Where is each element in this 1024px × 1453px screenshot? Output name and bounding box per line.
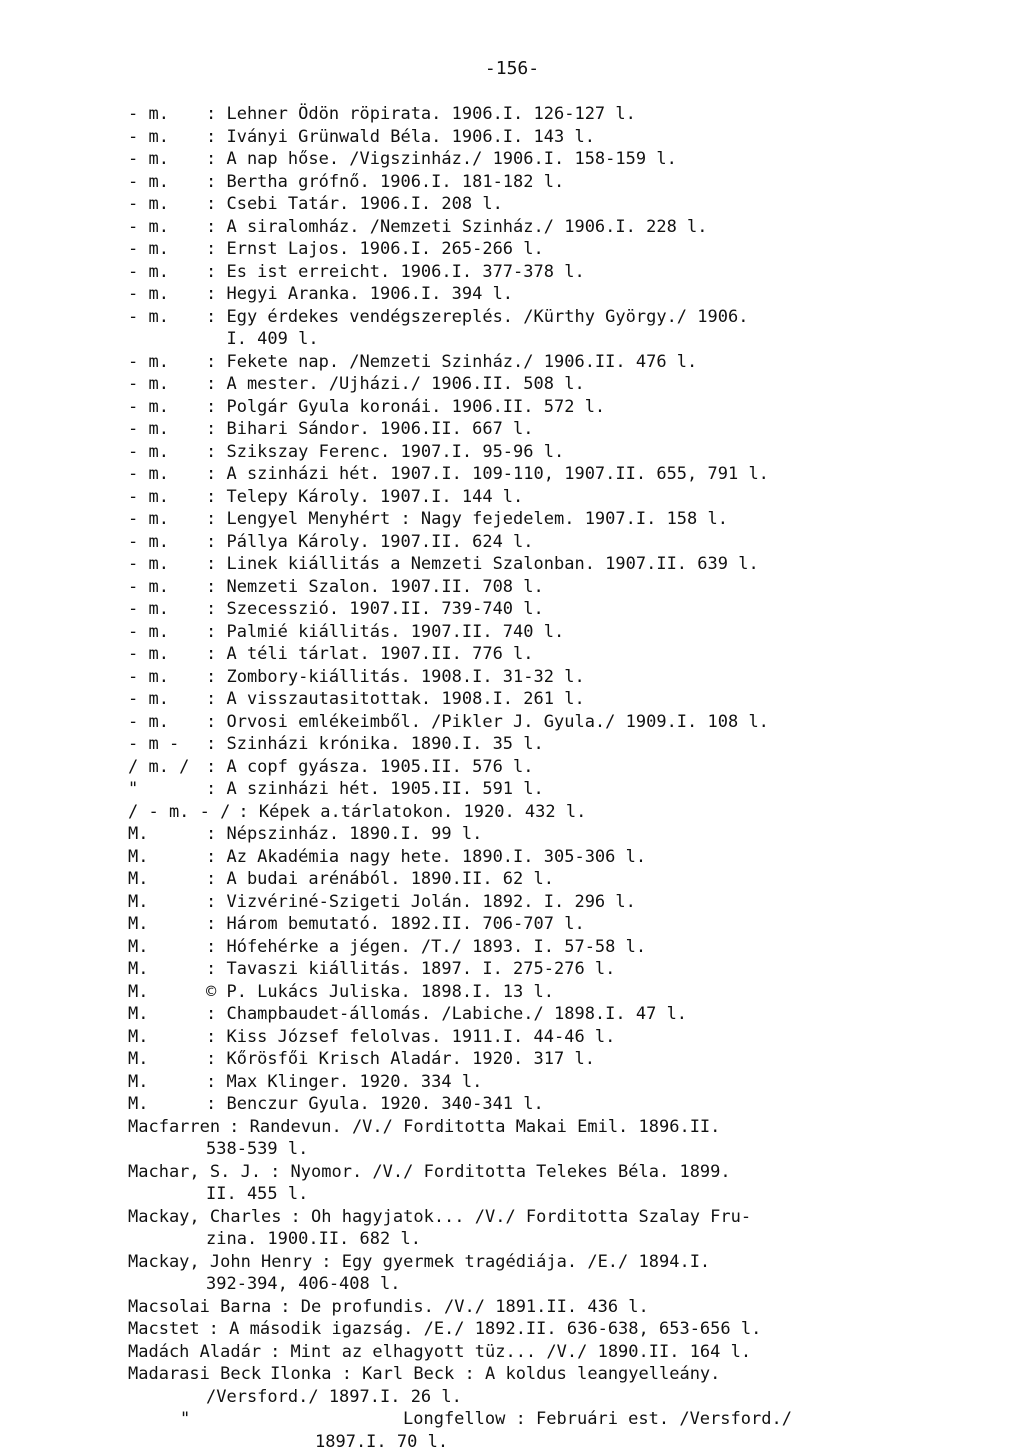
entry-text: : Népszinház. 1890.I. 99 l.: [206, 823, 482, 846]
entry-prefix: - m.: [128, 396, 206, 419]
list-item: [128, 1048, 988, 1071]
entry-text: : Egy érdekes vendégszereplés. /Kürthy György./ 1906.: [206, 306, 748, 329]
list-item: [128, 868, 988, 891]
page-number: -156-: [0, 58, 1024, 81]
list-item: [128, 351, 988, 374]
entry-prefix: M.: [128, 913, 206, 936]
list-item: [128, 958, 988, 981]
entry-text: : A második igazság. /E./ 1892.II. 636-638, 653-656 l.: [209, 1318, 762, 1341]
list-item: [128, 823, 988, 846]
entry-prefix: - m.: [128, 441, 206, 464]
list-item: [128, 531, 988, 554]
entry-text: : Oh hagyjatok... /V./ Forditotta Szalay Fru-: [291, 1206, 752, 1229]
author-entry: [128, 1318, 988, 1341]
list-item: [128, 801, 988, 824]
list-item: [128, 418, 988, 441]
entry-continuation: II. 455 l.: [128, 1183, 988, 1206]
author-entry: [128, 1116, 988, 1139]
list-item: [128, 891, 988, 914]
list-item: [128, 463, 988, 486]
list-item: [128, 306, 988, 329]
author-entry: [128, 1206, 988, 1229]
list-item: [128, 553, 988, 576]
entry-text: : Bihari Sándor. 1906.II. 667 l.: [206, 418, 534, 441]
entry-continuation: zina. 1900.II. 682 l.: [128, 1228, 988, 1251]
entry-text: : A copf gyásza. 1905.II. 576 l.: [206, 756, 534, 779]
entry-prefix: - m.: [128, 126, 206, 149]
entry-continuation: /Versford./ 1897.I. 26 l.: [128, 1386, 988, 1409]
entry-text: : Egy gyermek tragédiája. /E./ 1894.I.: [321, 1251, 710, 1274]
author-entry: [128, 1251, 988, 1274]
entry-text: : Vizvériné-Szigeti Jolán. 1892. I. 296 l.: [206, 891, 636, 914]
entry-text: : Ernst Lajos. 1906.I. 265-266 l.: [206, 238, 544, 261]
entry-prefix: M.: [128, 846, 206, 869]
list-item: [128, 171, 988, 194]
entry-prefix: - m.: [128, 576, 206, 599]
entry-prefix: M.: [128, 1071, 206, 1094]
list-item: [128, 441, 988, 464]
author-entry: [128, 1341, 988, 1364]
entry-text: : Max Klinger. 1920. 334 l.: [206, 1071, 482, 1094]
entry-text: : Benczur Gyula. 1920. 340-341 l.: [206, 1093, 544, 1116]
entry-text: : Csebi Tatár. 1906.I. 208 l.: [206, 193, 503, 216]
list-item: [128, 508, 988, 531]
entry-text: : De profundis. /V./ 1891.II. 436 l.: [280, 1296, 648, 1319]
author-name: Macstet: [128, 1318, 200, 1341]
entry-text: : Hegyi Aranka. 1906.I. 394 l.: [206, 283, 513, 306]
entry-text: : A visszautasitottak. 1908.I. 261 l.: [206, 688, 585, 711]
ditto-mark: ": [128, 1408, 403, 1431]
entry-prefix: M.: [128, 891, 206, 914]
list-item: [128, 756, 988, 779]
author-name: Mackay, Charles: [128, 1206, 282, 1229]
entry-text: : Mint az elhagyott tüz... /V./ 1890.II. 164 l.: [270, 1341, 751, 1364]
entry-text: : Lehner Ödön röpirata. 1906.I. 126-127 l.: [206, 103, 636, 126]
entry-prefix: - m.: [128, 553, 206, 576]
entry-text: : Es ist erreicht. 1906.I. 377-378 l.: [206, 261, 585, 284]
author-entry: [128, 1363, 988, 1386]
entry-prefix: - m.: [128, 508, 206, 531]
ditto-entry: [128, 1408, 988, 1431]
list-item: [128, 936, 988, 959]
list-item: [128, 598, 988, 621]
entry-text: © P. Lukács Juliska. 1898.I. 13 l.: [206, 981, 554, 1004]
entry-text: : Tavaszi kiállitás. 1897. I. 275-276 l.: [206, 958, 615, 981]
entry-prefix: - m.: [128, 171, 206, 194]
entry-continuation: 1897.I. 70 l.: [128, 1431, 988, 1453]
entry-text: : Szecesszió. 1907.II. 739-740 l.: [206, 598, 544, 621]
list-item: [128, 486, 988, 509]
entry-continuation: I. 409 l.: [128, 328, 988, 351]
entry-text: : Szikszay Ferenc. 1907.I. 95-96 l.: [206, 441, 564, 464]
entry-continuation: 538-539 l.: [128, 1138, 988, 1161]
entry-prefix: - m.: [128, 148, 206, 171]
entry-text: : A mester. /Ujházi./ 1906.II. 508 l.: [206, 373, 585, 396]
entry-text: : Pállya Károly. 1907.II. 624 l.: [206, 531, 534, 554]
author-name: Madarasi Beck: [128, 1363, 261, 1386]
author-name: Mackay, John Henry: [128, 1251, 312, 1274]
author-name: Macsolai Barna: [128, 1296, 271, 1319]
entry-prefix: - m.: [128, 103, 206, 126]
entry-prefix: M.: [128, 868, 206, 891]
entry-prefix: M.: [128, 958, 206, 981]
entry-text: : Iványi Grünwald Béla. 1906.I. 143 l.: [206, 126, 595, 149]
entry-prefix: ": [128, 778, 206, 801]
list-item: [128, 711, 988, 734]
entry-text: : Randevun. /V./ Forditotta Makai Emil. 1896.II.: [229, 1116, 720, 1139]
entry-prefix: - m.: [128, 351, 206, 374]
list-item: [128, 981, 988, 1004]
entry-prefix: M.: [128, 1026, 206, 1049]
entry-text: : Linek kiállitás a Nemzeti Szalonban. 1907.II. 639 l.: [206, 553, 759, 576]
entry-text: : Telepy Károly. 1907.I. 144 l.: [206, 486, 523, 509]
entry-text: : Palmié kiállitás. 1907.II. 740 l.: [206, 621, 564, 644]
entry-text: Ilonka : Karl Beck : A koldus leangyelleány.: [270, 1363, 720, 1386]
list-item: [128, 643, 988, 666]
entry-text: : Szinházi krónika. 1890.I. 35 l.: [206, 733, 544, 756]
list-item: [128, 283, 988, 306]
entry-prefix: - m.: [128, 463, 206, 486]
list-item: [128, 1003, 988, 1026]
bibliography-list: [128, 103, 988, 1453]
entry-text: : Hófehérke a jégen. /T./ 1893. I. 57-58 l.: [206, 936, 646, 959]
entry-prefix: - m.: [128, 643, 206, 666]
entry-prefix: M.: [128, 823, 206, 846]
entry-prefix: - m.: [128, 373, 206, 396]
list-item: [128, 261, 988, 284]
list-item: [128, 1026, 988, 1049]
entry-text: : A budai arénából. 1890.II. 62 l.: [206, 868, 554, 891]
list-item: [128, 1071, 988, 1094]
list-item: [128, 216, 988, 239]
entry-prefix: / - m. - /: [128, 801, 230, 824]
entry-text: : Lengyel Menyhért : Nagy fejedelem. 1907.I. 158 l.: [206, 508, 728, 531]
entry-prefix: - m.: [128, 486, 206, 509]
entry-text: : A szinházi hét. 1907.I. 109-110, 1907.II. 655, 791 l.: [206, 463, 769, 486]
list-item: [128, 238, 988, 261]
entry-text: : Nemzeti Szalon. 1907.II. 708 l.: [206, 576, 544, 599]
list-item: [128, 148, 988, 171]
entry-prefix: / m. /: [128, 756, 206, 779]
list-item: [128, 846, 988, 869]
entry-prefix: - m.: [128, 238, 206, 261]
entry-continuation: 392-394, 406-408 l.: [128, 1273, 988, 1296]
entry-prefix: M.: [128, 981, 206, 1004]
list-item: [128, 913, 988, 936]
author-entry: [128, 1296, 988, 1319]
entry-text: : Zombory-kiállitás. 1908.I. 31-32 l.: [206, 666, 585, 689]
entry-prefix: - m.: [128, 306, 206, 329]
list-item: [128, 373, 988, 396]
list-item: [128, 688, 988, 711]
author-name: Macfarren: [128, 1116, 220, 1139]
entry-text: : Polgár Gyula koronái. 1906.II. 572 l.: [206, 396, 605, 419]
entry-prefix: - m.: [128, 216, 206, 239]
entry-prefix: - m.: [128, 598, 206, 621]
entry-text: : Nyomor. /V./ Forditotta Telekes Béla. 1899.: [270, 1161, 731, 1184]
entry-text: : Champbaudet-állomás. /Labiche./ 1898.I. 47 l.: [206, 1003, 687, 1026]
entry-text: : A téli tárlat. 1907.II. 776 l.: [206, 643, 534, 666]
entry-prefix: - m.: [128, 261, 206, 284]
list-item: [128, 576, 988, 599]
entry-text: : Orvosi emlékeimből. /Pikler J. Gyula./ 1909.I. 108 l.: [206, 711, 769, 734]
entry-prefix: - m.: [128, 418, 206, 441]
entry-prefix: - m.: [128, 666, 206, 689]
entry-text: : A szinházi hét. 1905.II. 591 l.: [206, 778, 544, 801]
entry-text: Longfellow : Februári est. /Versford./: [403, 1408, 792, 1431]
entry-prefix: - m.: [128, 531, 206, 554]
entry-text: : Kőrösfői Krisch Aladár. 1920. 317 l.: [206, 1048, 595, 1071]
entry-prefix: - m -: [128, 733, 206, 756]
entry-prefix: - m.: [128, 688, 206, 711]
list-item: [128, 396, 988, 419]
list-item: [128, 103, 988, 126]
entry-prefix: M.: [128, 1093, 206, 1116]
list-item: [128, 126, 988, 149]
list-item: [128, 621, 988, 644]
author-name: Madách Aladár: [128, 1341, 261, 1364]
entry-text: : Kiss József felolvas. 1911.I. 44-46 l.: [206, 1026, 615, 1049]
author-name: Machar, S. J.: [128, 1161, 261, 1184]
entry-prefix: - m.: [128, 283, 206, 306]
author-entry: [128, 1161, 988, 1184]
entry-prefix: - m.: [128, 621, 206, 644]
entry-text: : Fekete nap. /Nemzeti Szinház./ 1906.II. 476 l.: [206, 351, 697, 374]
entry-text: : Három bemutató. 1892.II. 706-707 l.: [206, 913, 585, 936]
entry-text: : Az Akadémia nagy hete. 1890.I. 305-306 l.: [206, 846, 646, 869]
entry-text: : Bertha grófnő. 1906.I. 181-182 l.: [206, 171, 564, 194]
entry-prefix: M.: [128, 1048, 206, 1071]
entry-prefix: - m.: [128, 711, 206, 734]
list-item: [128, 733, 988, 756]
entry-prefix: M.: [128, 1003, 206, 1026]
entry-prefix: - m.: [128, 193, 206, 216]
entry-text: : A siralomház. /Nemzeti Szinház./ 1906.I. 228 l.: [206, 216, 708, 239]
entry-text: : A nap hőse. /Vigszinház./ 1906.I. 158-159 l.: [206, 148, 677, 171]
entry-prefix: M.: [128, 936, 206, 959]
list-item: [128, 778, 988, 801]
list-item: [128, 666, 988, 689]
list-item: [128, 193, 988, 216]
list-item: [128, 1093, 988, 1116]
entry-text: : Képek a.tárlatokon. 1920. 432 l.: [238, 801, 586, 824]
